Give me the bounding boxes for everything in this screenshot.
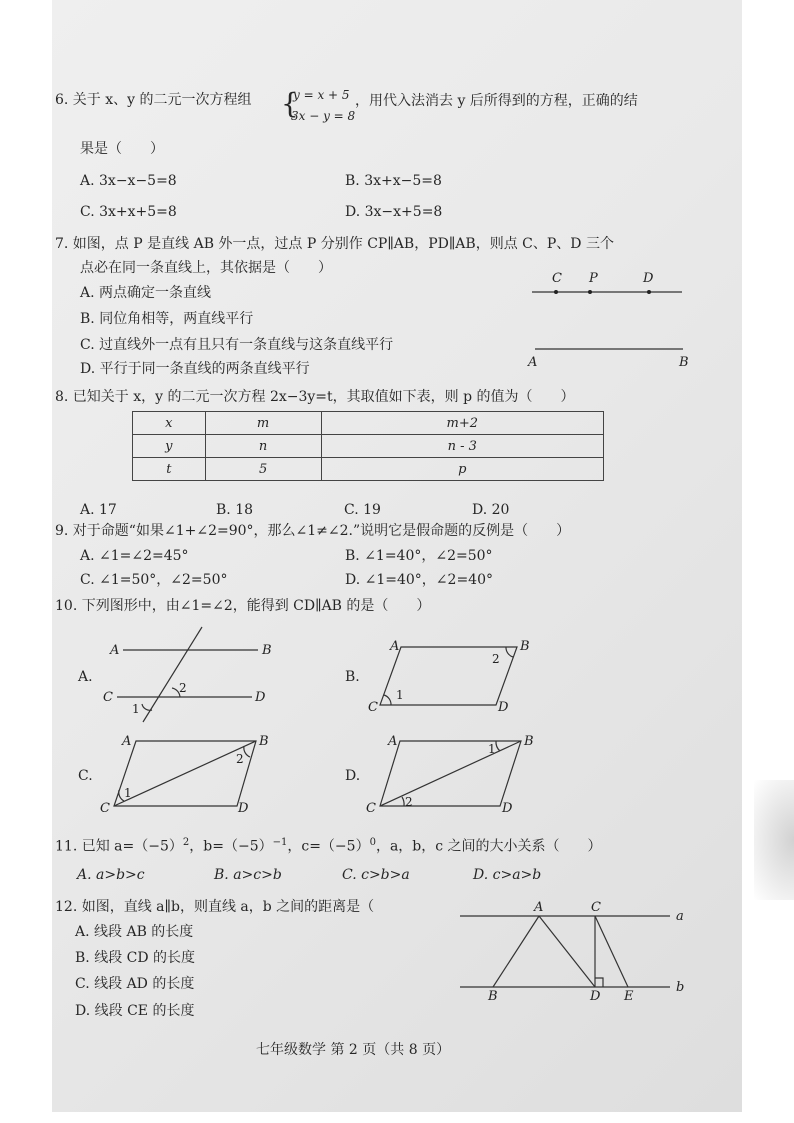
q6-stem-b: ，用代入法消去 y 后所得到的方程，正确的结 <box>355 93 638 109</box>
q12-label-line-a: a <box>676 909 684 924</box>
q8-stem: 8. 已知关于 x，y 的二元一次方程 2x−3y=t，其取值如下表，则 p 的值为（ ） <box>55 389 575 405</box>
q8-cell: m+2 <box>321 412 604 435</box>
q11-exp-b: −1 <box>272 837 288 848</box>
q7-label-b: B <box>679 355 689 370</box>
q6-option-c: C. 3x+x+5=8 <box>80 204 177 220</box>
q12-label-a-point: A <box>534 900 544 915</box>
q10a-label-c: C <box>103 690 113 705</box>
q12-label-c-point: C <box>591 900 601 915</box>
q7-stem-line2: 点必在同一条直线上，其依据是（ ） <box>80 260 332 276</box>
q11-stem-a: 11. 已知 a=（−5） <box>55 838 183 855</box>
q10b-label-1: 1 <box>396 688 404 702</box>
q11-stem-c: ，c=（−5） <box>287 838 370 855</box>
q8-cell: n - 3 <box>321 435 604 458</box>
q7-stem-line1: 7. 如图，点 P 是直线 AB 外一点，过点 P 分别作 CP∥AB，PD∥AB，则点 C、P、D 三个 <box>55 236 614 252</box>
q10b-label-d: D <box>498 700 509 715</box>
q12-option-a: A. 线段 AB 的长度 <box>75 924 194 940</box>
q11-stem-d: ，a，b，c 之间的大小关系（ ） <box>375 838 602 855</box>
q8-option-a: A. 17 <box>80 502 117 518</box>
q9-option-d: D. ∠1=40°，∠2=40° <box>345 572 493 588</box>
q12-label-b-point: B <box>488 989 498 1004</box>
q8-cell: 5 <box>205 458 321 481</box>
q6-option-b: B. 3x+x−5=8 <box>345 173 442 189</box>
q7-option-c: C. 过直线外一点有且只有一条直线与这条直线平行 <box>80 337 394 353</box>
q12-option-d: D. 线段 CE 的长度 <box>75 1003 195 1019</box>
q8-cell: m <box>205 412 321 435</box>
q6-option-a: A. 3x−x−5=8 <box>80 173 177 189</box>
q12-label-line-b: b <box>676 980 685 995</box>
q12-option-c: C. 线段 AD 的长度 <box>75 976 195 992</box>
q10d-label-a: A <box>388 734 398 749</box>
q11-stem-b: ，b=（−5） <box>189 838 273 855</box>
q10-stem: 10. 下列图形中，由∠1=∠2，能得到 CD∥AB 的是（ ） <box>55 598 431 614</box>
q11-option-a: A. a>b>c <box>77 867 145 883</box>
q8-option-d: D. 20 <box>472 502 510 518</box>
q12-label-e-point: E <box>624 989 634 1004</box>
q6-stem-c: 果是（ ） <box>80 141 164 157</box>
q10a-label-d: D <box>255 690 266 705</box>
q9-option-a: A. ∠1=∠2=45° <box>80 548 189 564</box>
page-footer: 七年级数学 第 2 页（共 8 页） <box>256 1042 451 1058</box>
q10-option-b-label: B. <box>345 669 360 685</box>
q6-brace: { <box>281 87 299 120</box>
q10d-label-1: 1 <box>488 742 496 756</box>
q6-eq2: 3x − y = 8 <box>291 109 356 123</box>
q7-option-a: A. 两点确定一条直线 <box>80 285 212 301</box>
q10c-label-a: A <box>122 734 132 749</box>
q10a-label-a: A <box>110 643 120 658</box>
q11-option-d: D. c>a>b <box>473 867 542 883</box>
q10a-label-b: B <box>262 643 272 658</box>
q9-stem: 9. 对于命题“如果∠1+∠2=90°，那么∠1≠∠2.”说明它是假命题的反例是（ ） <box>55 523 571 539</box>
q9-option-b: B. ∠1=40°，∠2=50° <box>345 548 493 564</box>
q10a-label-2: 2 <box>179 681 187 695</box>
q10c-label-c: C <box>100 801 110 816</box>
q8-cell: n <box>205 435 321 458</box>
q10-option-c-label: C. <box>78 768 93 784</box>
q11-option-b: B. a>c>b <box>214 867 282 883</box>
q10c-label-b: B <box>259 734 269 749</box>
q12-label-d-point: D <box>590 989 601 1004</box>
q10b-label-b: B <box>520 639 530 654</box>
q11-exp-a: 2 <box>182 837 190 848</box>
q10d-label-c: C <box>366 801 376 816</box>
q10-option-a-label: A. <box>78 669 93 685</box>
q7-label-d: D <box>643 271 654 286</box>
q9-option-c: C. ∠1=50°，∠2=50° <box>80 572 228 588</box>
q10d-label-d: D <box>502 801 513 816</box>
q10-option-d-label: D. <box>345 768 361 784</box>
q7-label-a: A <box>528 355 538 370</box>
q8-option-b: B. 18 <box>216 502 254 518</box>
q8-cell: y <box>133 435 206 458</box>
q7-option-d: D. 平行于同一条直线的两条直线平行 <box>80 361 310 377</box>
q7-label-p: P <box>589 271 598 286</box>
q11-exp-c: 0 <box>369 837 376 848</box>
q12-option-b: B. 线段 CD 的长度 <box>75 950 196 966</box>
q10c-label-2: 2 <box>236 752 244 766</box>
q8-option-c: C. 19 <box>344 502 381 518</box>
q11-option-c: C. c>b>a <box>342 867 410 883</box>
q10b-label-c: C <box>368 700 378 715</box>
q6-eq1: y = x + 5 <box>293 88 350 102</box>
q10d-label-2: 2 <box>405 795 413 809</box>
q6-stem-a: 6. 关于 x、y 的二元一次方程组 <box>55 92 252 108</box>
q10c-label-d: D <box>238 801 249 816</box>
q7-option-b: B. 同位角相等，两直线平行 <box>80 311 254 327</box>
q10a-label-1: 1 <box>132 702 140 716</box>
q12-stem: 12. 如图，直线 a∥b，则直线 a，b 之间的距离是（ <box>55 899 375 915</box>
q8-cell: x <box>133 412 206 435</box>
q10c-label-1: 1 <box>124 786 132 800</box>
q8-cell: t <box>133 458 206 481</box>
q10b-label-2: 2 <box>492 652 500 666</box>
q8-cell: p <box>321 458 604 481</box>
q10d-label-b: B <box>524 734 534 749</box>
q6-option-d: D. 3x−x+5=8 <box>345 204 443 220</box>
q7-label-c: C <box>552 271 562 286</box>
q10b-label-a: A <box>390 639 400 654</box>
